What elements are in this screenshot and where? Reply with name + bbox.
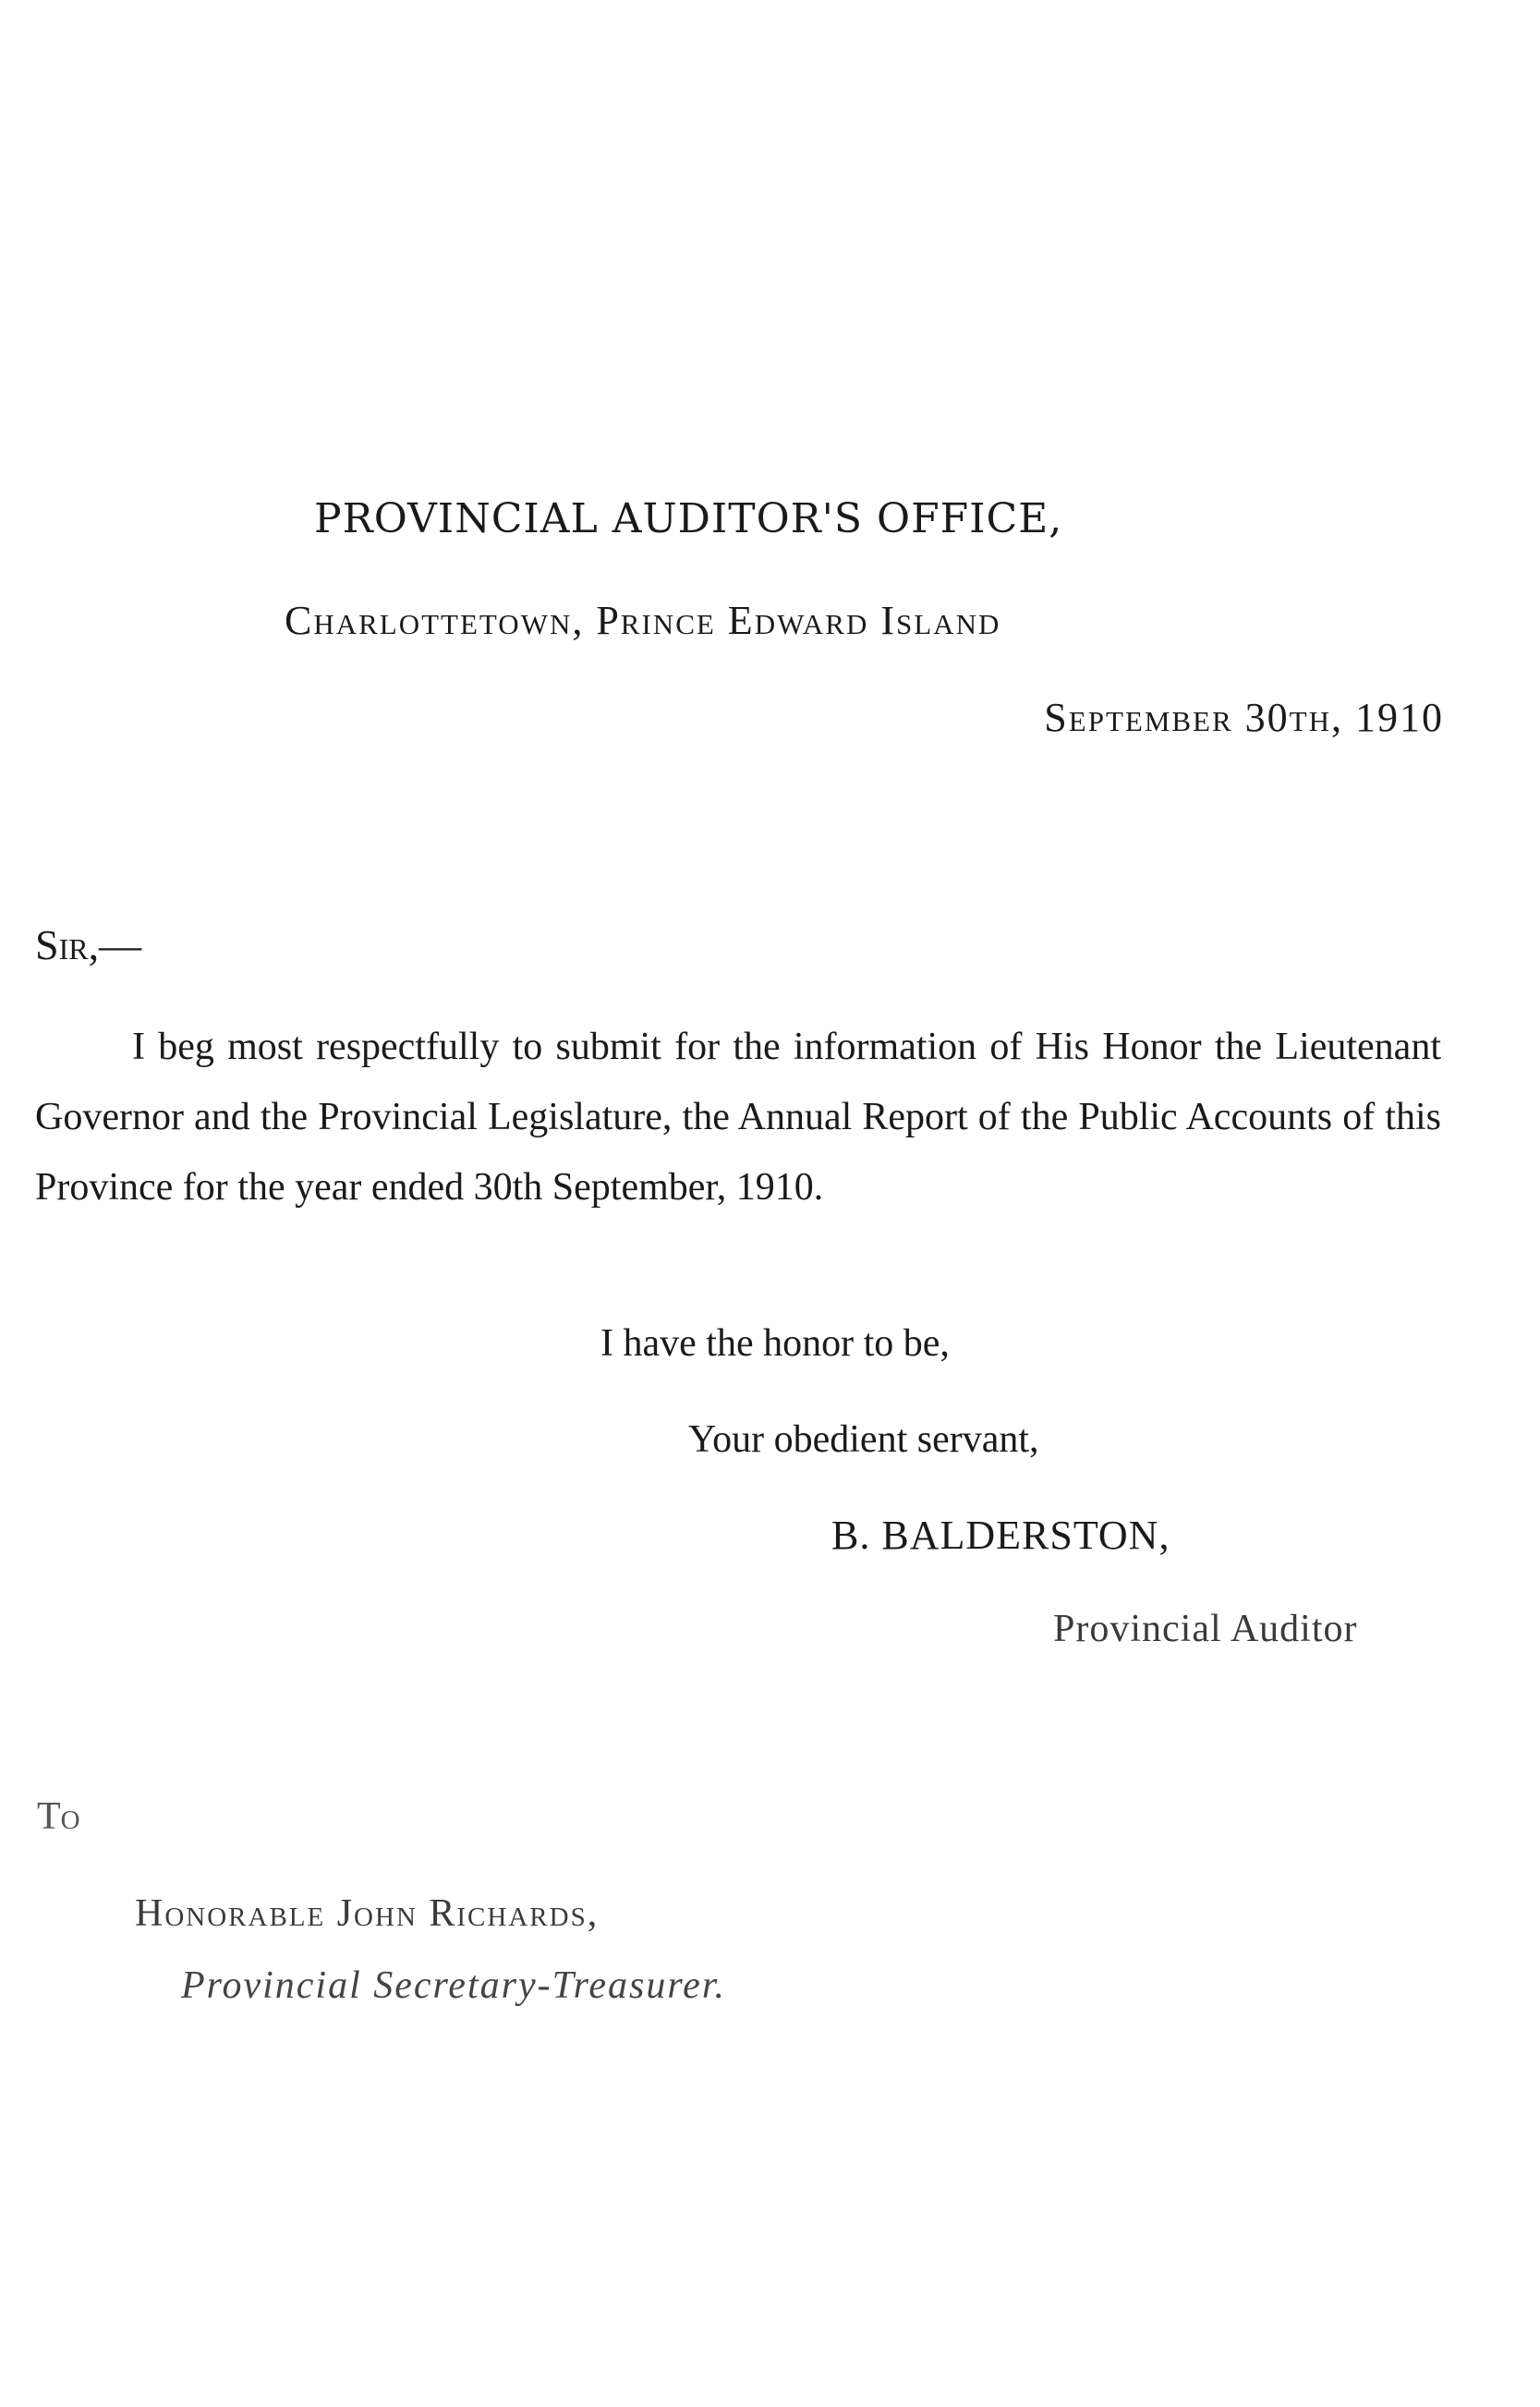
salutation: Sir,— bbox=[35, 921, 142, 968]
complimentary-close: Your obedient servant, bbox=[688, 1418, 1039, 1461]
letter-date: September 30th, 1910 bbox=[1044, 695, 1444, 740]
recipient-title: Provincial Secretary-Treasurer. bbox=[181, 1964, 727, 2007]
letter-body: I beg most respectfully to submit for the information of His Honor the Lieutenant Governor and the Provincial Legislature, the Annual Report of the Public Accounts of this Province for the year ended 30th September, 1910. bbox=[35, 1026, 1441, 1209]
signer-name: B. BALDERSTON, bbox=[831, 1513, 1170, 1558]
office-title: PROVINCIAL AUDITOR'S OFFICE, bbox=[314, 495, 1063, 542]
closing-line: I have the honor to be, bbox=[600, 1322, 950, 1365]
signer-title: Provincial Auditor bbox=[1053, 1608, 1358, 1650]
recipient-to-label: To bbox=[37, 1795, 80, 1838]
recipient-name: Honorable John Richards, bbox=[135, 1892, 600, 1935]
office-location: Charlottetown, Prince Edward Island bbox=[285, 598, 1001, 643]
